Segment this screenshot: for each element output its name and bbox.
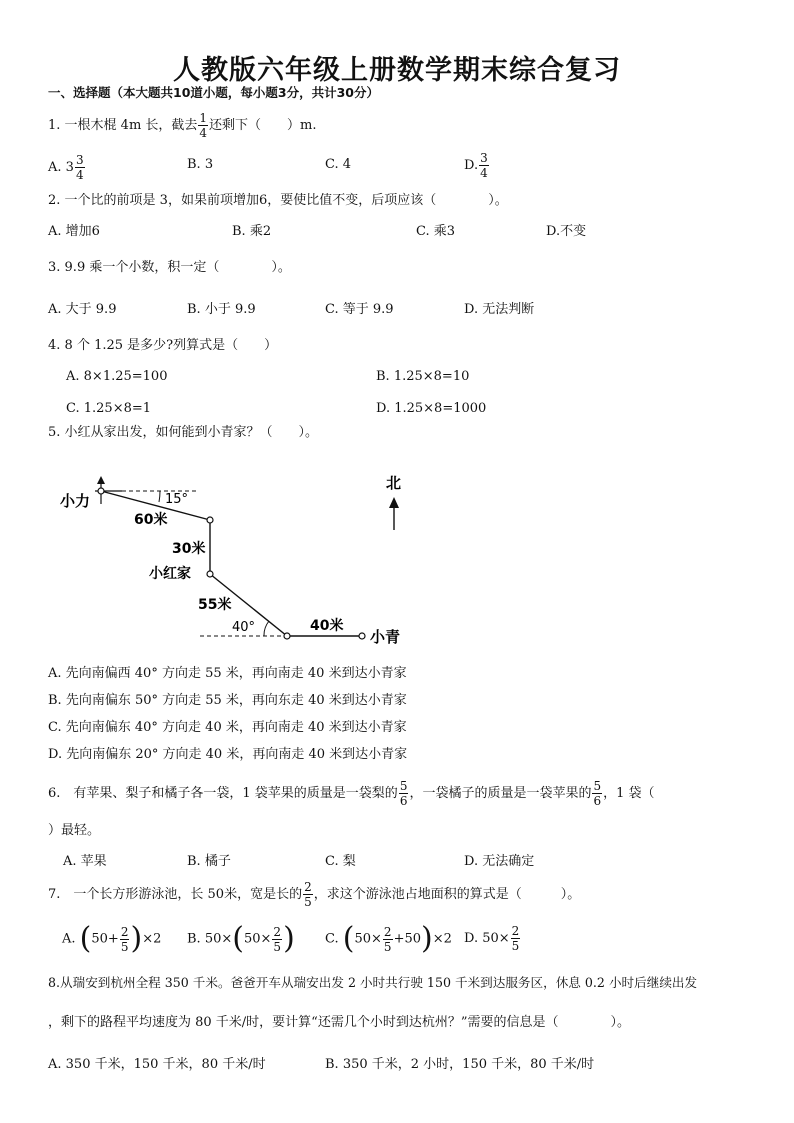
question-1-option-a[interactable]: A. 3 $\frac{3}{4}$: [48, 153, 84, 182]
label-40m: 40米: [310, 618, 344, 634]
question-6-line-2: ）最轻。: [48, 823, 101, 838]
question-3-option-c[interactable]: C. 等于 9.9: [325, 302, 394, 317]
north-arrow-small: [97, 476, 105, 484]
question-5: 5. 小红从家出发，如何能到小青家？（ ）。: [48, 425, 319, 440]
point-xiaoli: [98, 488, 104, 494]
question-6-option-d[interactable]: D. 无法确定: [464, 854, 535, 869]
question-5-option-b[interactable]: B. 先向南偏东 50° 方向走 55 米，再向东走 40 米到达小青家: [48, 693, 407, 708]
point-xiaoqing: [359, 633, 365, 639]
label-north: 北: [386, 474, 402, 492]
question-8-option-a[interactable]: A. 350 千米，150 千米，80 千米/时: [48, 1057, 266, 1072]
fraction: $\frac{2}{5}$: [304, 880, 312, 909]
fraction: $\frac{5}{6}$: [593, 779, 602, 808]
question-4: 4. 8 个 1.25 是多少?列算式是（ ）: [48, 338, 278, 353]
question-2-option-b[interactable]: B. 乘2: [232, 224, 272, 239]
label-xiaoli: 小力: [60, 492, 91, 510]
question-7-option-b[interactable]: B. 50×(50× $\frac{2}{5}$ ): [187, 921, 295, 956]
question-2-option-a[interactable]: A. 增加6: [48, 224, 100, 239]
question-4-option-b[interactable]: B. 1.25×8=10: [376, 369, 470, 384]
fraction: $\frac{3}{4}$: [75, 153, 84, 182]
fraction: $\frac{3}{4}$: [480, 151, 488, 180]
question-5-option-c[interactable]: C. 先向南偏东 40° 方向走 40 米，再向南走 40 米到达小青家: [48, 720, 407, 735]
label-30m: 30米: [172, 541, 206, 557]
point-home: [207, 571, 213, 577]
question-1-text-pre: 1. 一根木棍 4m 长，截去: [48, 118, 198, 133]
question-4-option-c[interactable]: C. 1.25×8=1: [66, 401, 152, 416]
question-6-option-a[interactable]: A. 苹果: [63, 854, 107, 869]
label-angle-15: 15°: [165, 492, 189, 507]
question-2-option-d[interactable]: D.不变: [546, 224, 587, 239]
fraction: $\frac{5}{6}$: [399, 779, 408, 808]
fraction: $\frac{2}{5}$: [120, 924, 129, 954]
north-indicator-arrow: [389, 497, 399, 508]
question-7: 7. 一个长方形游泳池，长 50米，宽是长的 $\frac{2}{5}$ ，求这个游泳池占地面积的算式是（ ）。: [48, 880, 581, 909]
question-2: 2. 一个比的前项是 3，如果前项增加6，要使比值不变，后项应该（ ）。: [48, 193, 508, 208]
question-1-option-b[interactable]: B. 3: [187, 157, 214, 172]
question-2-option-c[interactable]: C. 乘3: [416, 224, 456, 239]
angle-arc-40: [264, 621, 269, 636]
question-3-option-a[interactable]: A. 大于 9.9: [48, 302, 117, 317]
question-6-option-b[interactable]: B. 橘子: [187, 854, 231, 869]
label-60m: 60米: [134, 512, 168, 528]
question-8-line-1: 8.从瑞安到杭州全程 350 千米。爸爸开车从瑞安出发 2 小时共行驶 150 千米到达服务区，休息 0.2 小时后继续出发: [48, 975, 698, 990]
page-title: 人教版六年级上册数学期末综合复习: [173, 55, 621, 86]
question-1-option-d[interactable]: D. $\frac{3}{4}$: [464, 151, 488, 180]
angle-arc-15: [159, 491, 160, 502]
label-home: 小红家: [149, 566, 191, 582]
fraction: $\frac{2}{5}$: [383, 924, 392, 954]
question-8-line-2: ，剩下的路程平均速度为 80 千米/时，要计算“还需几个小时到达杭州？”需要的信息是（ ）。: [48, 1015, 630, 1030]
question-7-option-a[interactable]: A. (50+ $\frac{2}{5}$ )×2: [62, 921, 162, 956]
label-angle-40: 40°: [232, 620, 256, 635]
question-1-text-post: 还剩下（ ）m.: [209, 118, 317, 133]
fraction: $\frac{2}{5}$: [273, 924, 282, 954]
fraction: $\frac{2}{5}$: [511, 924, 520, 953]
question-8-option-b[interactable]: B. 350 千米，2 小时，150 千米，80 千米/时: [325, 1057, 595, 1072]
question-6: 6. 有苹果、梨子和橘子各一袋，1 袋苹果的质量是一袋梨的 $\frac{5}{6}$ ，一袋橘子的质量是一袋苹果的 $\frac{5}{6}$ ，1 袋（: [48, 779, 655, 808]
question-1-option-c[interactable]: C. 4: [325, 157, 352, 172]
question-3-option-d[interactable]: D. 无法判断: [464, 302, 535, 317]
question-5-option-a[interactable]: A. 先向南偏西 40° 方向走 55 米，再向南走 40 米到达小青家: [48, 666, 407, 681]
section-heading: 一、选择题（本大题共10道小题，每小题3分，共计30分）: [48, 85, 379, 100]
point-corner: [284, 633, 290, 639]
question-3: 3. 9.9 乘一个小数，积一定（ ）。: [48, 260, 291, 275]
point-turn: [207, 517, 213, 523]
label-xiaoqing: 小青: [370, 628, 401, 646]
question-7-option-d[interactable]: D. 50× $\frac{2}{5}$: [464, 924, 520, 953]
question-4-option-d[interactable]: D. 1.25×8=1000: [376, 401, 487, 416]
label-55m: 55米: [198, 597, 232, 613]
question-7-option-c[interactable]: C. (50× $\frac{2}{5}$ +50)×2: [325, 921, 452, 956]
fraction: $\frac{1}{4}$: [199, 111, 208, 140]
question-3-option-b[interactable]: B. 小于 9.9: [187, 302, 256, 317]
question-6-option-c[interactable]: C. 梨: [325, 854, 356, 869]
question-4-option-a[interactable]: A. 8×1.25=100: [66, 369, 168, 384]
question-5-option-d[interactable]: D. 先向南偏东 20° 方向走 40 米，再向南走 40 米到达小青家: [48, 747, 408, 762]
